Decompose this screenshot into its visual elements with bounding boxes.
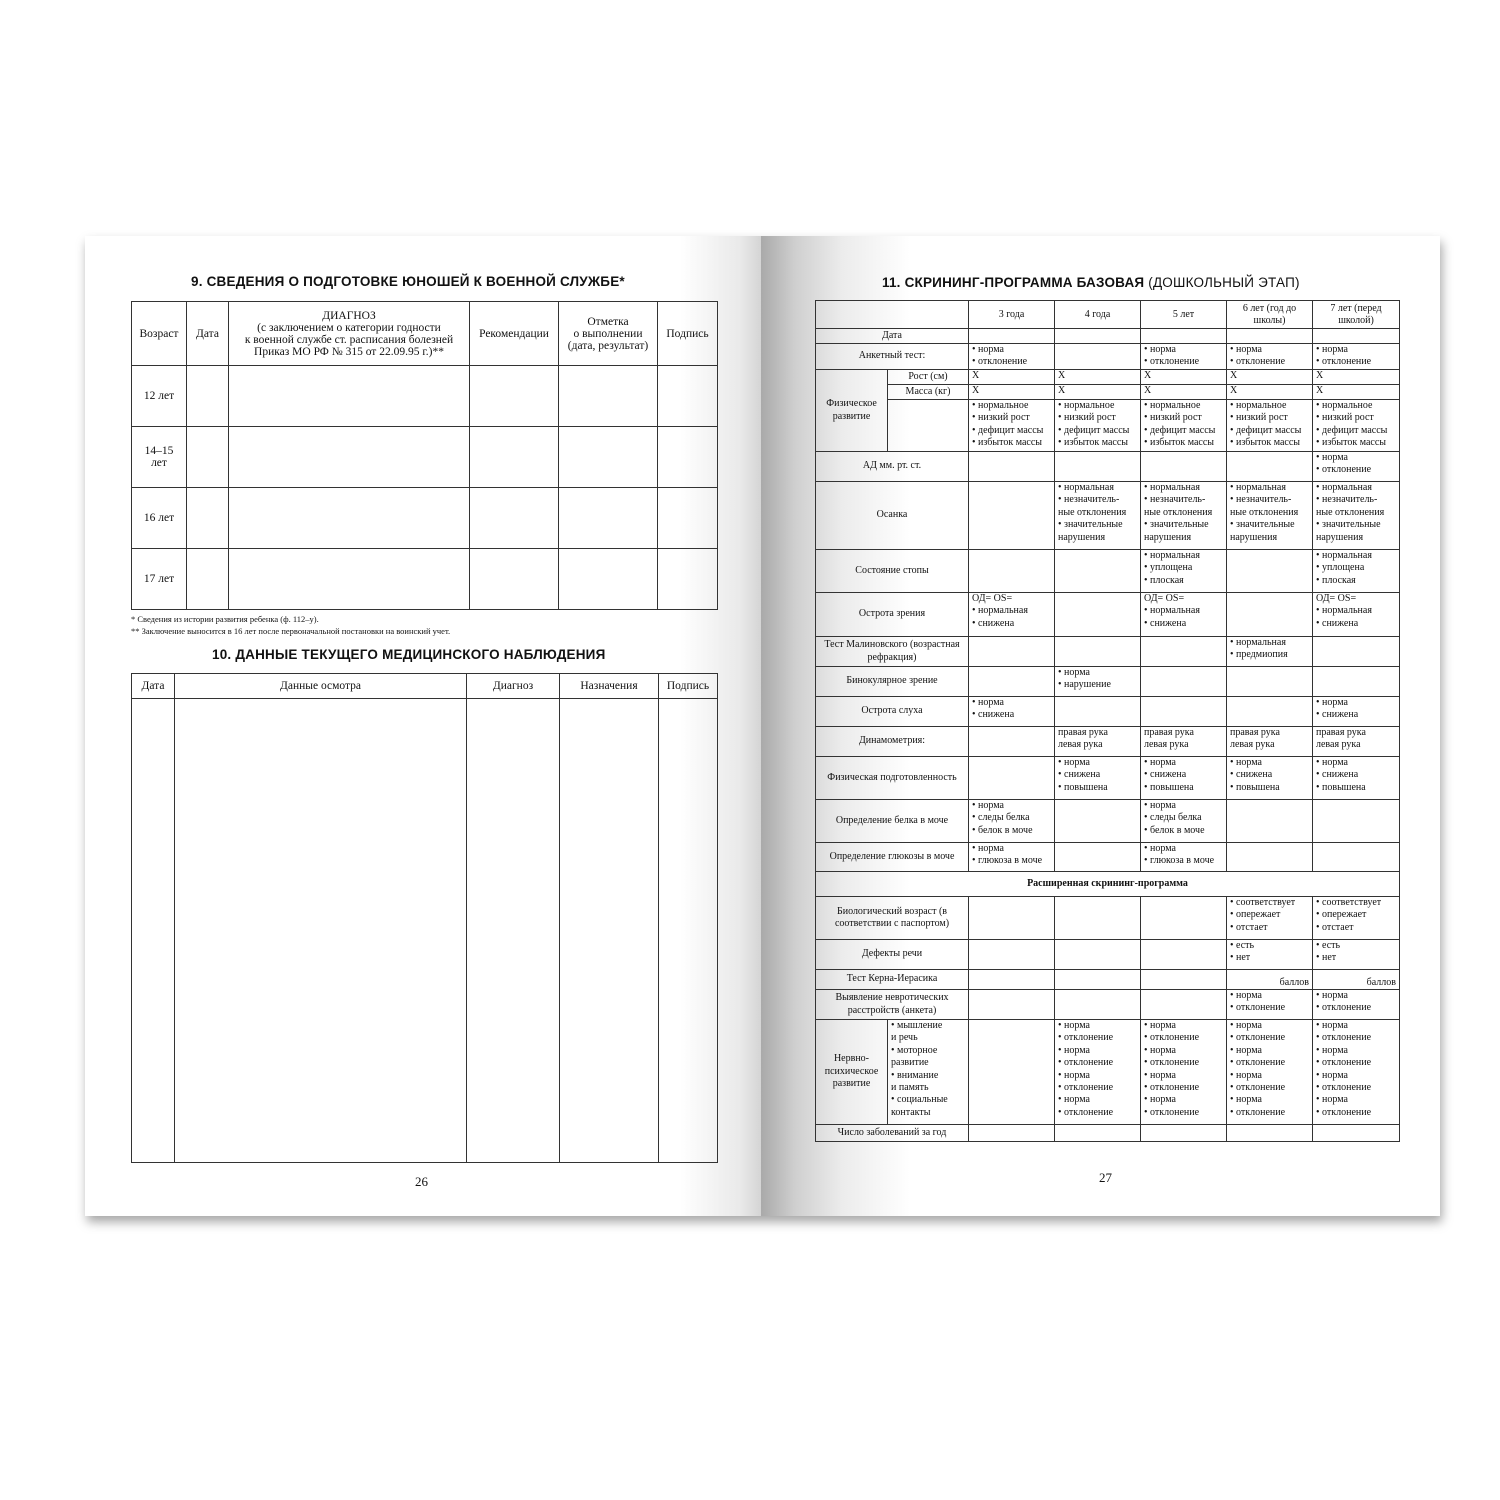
options-cell[interactable]: ОД= OS= • нормальная • снижена: [969, 593, 1055, 637]
header-age: Возраст: [132, 302, 187, 366]
section11-title: 11. СКРИНИНГ-ПРОГРАММА БАЗОВАЯ (ДОШКОЛЬНЫЙ ЭТАП): [882, 275, 1300, 290]
row-label-vision: Острота зрения: [816, 593, 969, 637]
row-label-kern: Тест Керна-Иерасика: [816, 970, 969, 990]
age-cell: 16 лет: [132, 488, 187, 549]
row-label-foot: Состояние стопы: [816, 550, 969, 593]
options-cell[interactable]: • норма • нарушение: [1055, 667, 1141, 697]
row-label-neuro: Нервно-психическое развитие: [816, 1020, 888, 1125]
table-row: [816, 344, 1400, 370]
table-row: [816, 400, 1400, 452]
header-recommendations: Рекомендации: [470, 302, 559, 366]
options-cell[interactable]: правая рука левая рука: [1141, 727, 1227, 757]
table-row: [816, 940, 1400, 970]
table-row: [816, 843, 1400, 872]
page-number: 27: [1099, 1170, 1112, 1185]
age-cell: 12 лет: [132, 366, 187, 427]
table-row: [816, 550, 1400, 593]
score-cell[interactable]: баллов: [1313, 970, 1400, 990]
score-cell[interactable]: баллов: [1227, 970, 1313, 990]
table-row: [132, 549, 718, 610]
options-cell[interactable]: • норма • снижена: [969, 697, 1055, 727]
options-cell[interactable]: • норма • отклонение: [1313, 344, 1400, 370]
options-cell[interactable]: • норма • отклонение: [1141, 344, 1227, 370]
left-page: [85, 236, 761, 1216]
row-label-illness: Число заболеваний за год: [816, 1125, 969, 1142]
options-cell[interactable]: • нормальное • низкий рост • дефицит массы • избыток массы: [1227, 400, 1313, 452]
screening-table: [815, 300, 1400, 1142]
medical-observation-table: [131, 673, 718, 1163]
row-label-date: Дата: [816, 329, 969, 344]
options-cell[interactable]: • соответствует • опережает • отстает: [1227, 897, 1313, 940]
options-cell[interactable]: • норма • следы белка • белок в моче: [1141, 800, 1227, 843]
section10-title: 10. ДАННЫЕ ТЕКУЩЕГО МЕДИЦИНСКОГО НАБЛЮДЕНИЯ: [212, 647, 606, 662]
options-cell[interactable]: • норма • снижена • повышена: [1227, 757, 1313, 800]
options-cell[interactable]: • норма • отклонение • норма • отклонение • норма • отклонение • норма • отклонение: [1227, 1020, 1313, 1125]
row-label-speech: Дефекты речи: [816, 940, 969, 970]
options-cell[interactable]: • нормальная • незначитель- ные отклонения • значительные нарушения: [1055, 482, 1141, 550]
options-cell[interactable]: • норма • отклонение: [1313, 452, 1400, 482]
options-cell[interactable]: • нормальное • низкий рост • дефицит массы • избыток массы: [1055, 400, 1141, 452]
row-label-hearing: Острота слуха: [816, 697, 969, 727]
table-row: [816, 637, 1400, 667]
row-label-binocular: Бинокулярное зрение: [816, 667, 969, 697]
header-diagnosis: Диагноз: [467, 674, 560, 699]
table-row: [132, 699, 718, 1163]
header-exam-data: Данные осмотра: [175, 674, 467, 699]
table-row: [816, 1020, 1400, 1125]
options-cell[interactable]: • норма • снижена • повышена: [1141, 757, 1227, 800]
header-diagnosis: ДИАГНОЗ (с заключением о категории годности к военной службе ст. расписания болезней Приказ МО РФ № 315 от 22.09.95 г.)**: [229, 302, 470, 366]
options-cell[interactable]: • норма • глюкоза в моче: [969, 843, 1055, 872]
page-number: 26: [415, 1174, 428, 1189]
table-row: [816, 667, 1400, 697]
options-cell[interactable]: • норма • отклонение: [1227, 990, 1313, 1020]
options-cell[interactable]: ОД= OS= • нормальная • снижена: [1141, 593, 1227, 637]
table-row: [816, 697, 1400, 727]
options-cell[interactable]: • норма • снижена: [1313, 697, 1400, 727]
options-cell[interactable]: правая рука левая рука: [1227, 727, 1313, 757]
options-cell[interactable]: • норма • отклонение • норма • отклонение • норма • отклонение • норма • отклонение: [1141, 1020, 1227, 1125]
row-label-neurotic: Выявление невротических расстройств (анкета): [816, 990, 969, 1020]
row-label-weight: Масса (кг): [888, 385, 969, 400]
options-cell[interactable]: • нормальная • незначитель- ные отклонения • значительные нарушения: [1141, 482, 1227, 550]
options-cell[interactable]: • нормальная • предмиопия: [1227, 637, 1313, 667]
row-label-bio-age: Биологический возраст (в соответствии с паспортом): [816, 897, 969, 940]
options-cell[interactable]: • нормальное • низкий рост • дефицит массы • избыток массы: [969, 400, 1055, 452]
header-signature: Подпись: [658, 302, 718, 366]
options-cell[interactable]: • соответствует • опережает • отстает: [1313, 897, 1400, 940]
table-row: [132, 427, 718, 488]
row-label-height: Рост (см): [888, 370, 969, 385]
header-date: Дата: [132, 674, 175, 699]
header-signature: Подпись: [659, 674, 718, 699]
section9-title: 9. СВЕДЕНИЯ О ПОДГОТОВКЕ ЮНОШЕЙ К ВОЕННОЙ СЛУЖБЕ*: [191, 274, 625, 289]
age-header: 3 года: [969, 301, 1055, 329]
options-cell[interactable]: • норма • следы белка • белок в моче: [969, 800, 1055, 843]
row-label-bp: АД мм. рт. ст.: [816, 452, 969, 482]
footnote-1: * Сведения из истории развития ребенка (ф. 112–у).: [131, 614, 319, 624]
footnote-2: ** Заключение выносится в 16 лет после первоначальной постановки на воинский учет.: [131, 626, 451, 636]
options-cell[interactable]: • нормальное • низкий рост • дефицит массы • избыток массы: [1313, 400, 1400, 452]
options-cell[interactable]: • нормальная • уплощена • плоская: [1141, 550, 1227, 593]
header-mark: Отметка о выполнении (дата, результат): [559, 302, 658, 366]
options-cell[interactable]: • есть • нет: [1227, 940, 1313, 970]
options-cell[interactable]: • норма • снижена • повышена: [1313, 757, 1400, 800]
options-cell[interactable]: • есть • нет: [1313, 940, 1400, 970]
table-row: Масса (кг) Х Х Х Х Х: [816, 385, 1400, 400]
options-cell[interactable]: • норма • отклонение • норма • отклонение • норма • отклонение • норма • отклонение: [1055, 1020, 1141, 1125]
options-cell[interactable]: правая рука левая рука: [1313, 727, 1400, 757]
options-cell[interactable]: • норма • снижена • повышена: [1055, 757, 1141, 800]
options-cell[interactable]: • нормальная • уплощена • плоская: [1313, 550, 1400, 593]
table-row: [816, 800, 1400, 843]
table-row: [816, 970, 1400, 990]
options-cell[interactable]: ОД= OS= • нормальная • снижена: [1313, 593, 1400, 637]
table-row: [816, 897, 1400, 940]
table-row: [132, 488, 718, 549]
table-row: [816, 329, 1400, 344]
open-booklet: [85, 236, 1440, 1216]
age-header: 4 года: [1055, 301, 1141, 329]
extended-program-title: Расширенная скрининг-программа: [816, 872, 1400, 897]
options-cell[interactable]: • нормальная • незначитель- ные отклонения • значительные нарушения: [1313, 482, 1400, 550]
row-label-questionnaire: Анкетный тест:: [816, 344, 969, 370]
table-row: [132, 366, 718, 427]
age-header: 6 лет (год до школы): [1227, 301, 1313, 329]
neuro-subitems: • мышление и речь • моторное развитие • внимание и память • социальные контакты: [888, 1020, 969, 1125]
options-cell[interactable]: • нормальное • низкий рост • дефицит массы • избыток массы: [1141, 400, 1227, 452]
table-row: [816, 990, 1400, 1020]
table-row: [816, 593, 1400, 637]
age-cell: 14–15 лет: [132, 427, 187, 488]
age-header: 5 лет: [1141, 301, 1227, 329]
military-service-table: [131, 301, 718, 610]
row-label-malinovsky: Тест Малиновского (возрастная рефракция): [816, 637, 969, 667]
options-cell[interactable]: правая рука левая рука: [1055, 727, 1141, 757]
table-row: [816, 482, 1400, 550]
age-header: 7 лет (перед школой): [1313, 301, 1400, 329]
age-cell: 17 лет: [132, 549, 187, 610]
header-date: Дата: [187, 302, 229, 366]
row-label-dynamometry: Динамометрия:: [816, 727, 969, 757]
row-label-protein: Определение белка в моче: [816, 800, 969, 843]
options-cell[interactable]: • норма • отклонение • норма • отклонение • норма • отклонение • норма • отклонение: [1313, 1020, 1400, 1125]
row-label-glucose: Определение глюкозы в моче: [816, 843, 969, 872]
row-label-fitness: Физическая подготовленность: [816, 757, 969, 800]
options-cell[interactable]: • норма • отклонение: [969, 344, 1055, 370]
options-cell[interactable]: • норма • отклонение: [1313, 990, 1400, 1020]
row-label-physical: Физическое развитие: [816, 370, 888, 452]
table-row: [816, 727, 1400, 757]
options-cell[interactable]: • нормальная • незначитель- ные отклонения • значительные нарушения: [1227, 482, 1313, 550]
options-cell[interactable]: • норма • отклонение: [1227, 344, 1313, 370]
options-cell[interactable]: • норма • глюкоза в моче: [1141, 843, 1227, 872]
header-prescriptions: Назначения: [560, 674, 659, 699]
right-page: [761, 236, 1440, 1216]
table-row: [816, 1125, 1400, 1142]
table-row: Физическое развитие Рост (см) Х Х Х Х Х: [816, 370, 1400, 385]
table-row: [816, 757, 1400, 800]
table-row: [816, 452, 1400, 482]
row-label-posture: Осанка: [816, 482, 969, 550]
